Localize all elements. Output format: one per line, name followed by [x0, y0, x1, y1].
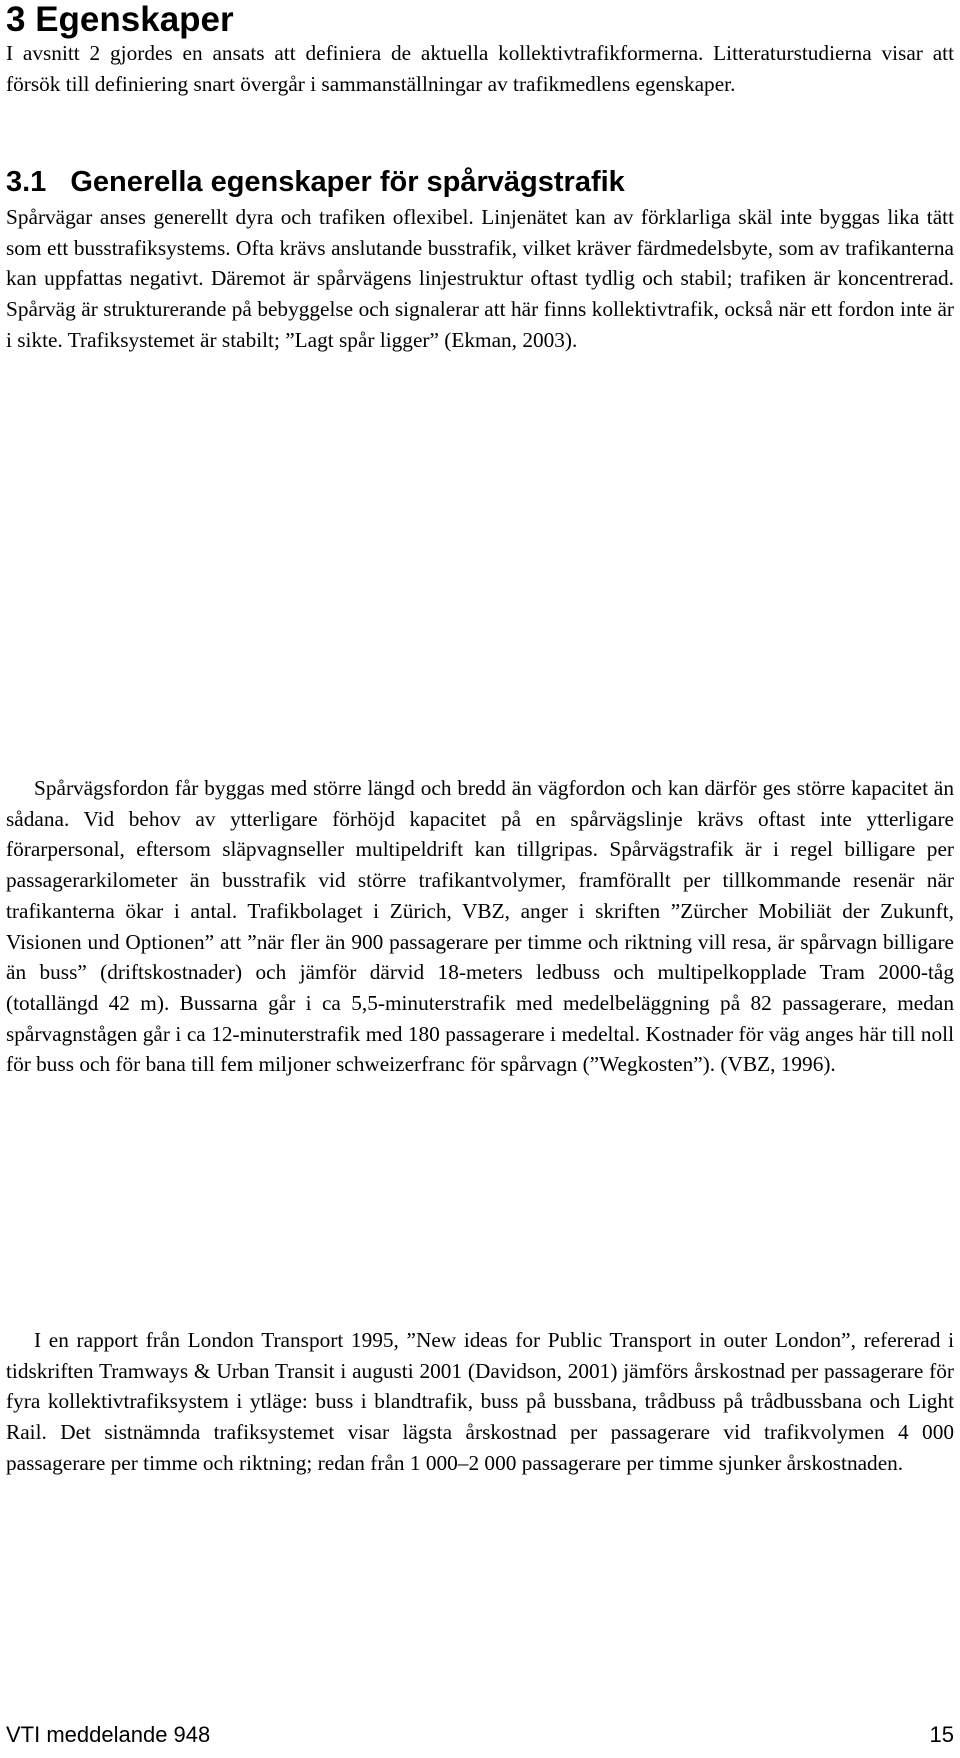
footer-publication: VTI meddelande 948: [6, 1722, 211, 1747]
body-paragraph-1: Spårvägar anses generellt dyra och trafiken oflexibel. Linjenätet kan av förklarliga skäl inte byggas lika tätt som ett busstrafiksystems. Ofta krävs anslutande busstrafik, vilket kräver färdmedelsbyte, som av trafikanterna kan uppfattas negativt. Däremot är spårvägens linjestruktur oftast tydlig och stabil; trafiken är koncentrerad. Spårväg är strukturerande på bebyggelse och signalerar att här finns kollektivtrafik, också när ett fordon inte är i sikte. Trafiksystemet är stabilt; ”Lagt spår ligger” (Ekman, 2003).: [6, 205, 954, 352]
section-title: Egenskaper: [35, 0, 234, 39]
body-paragraph-2: Spårvägsfordon får byggas med större längd och bredd än vägfordon och kan därför ges större kapacitet än sådana. Vid behov av ytterligare förhöjd kapacitet på en spårvägslinje krävs oftast inte ytterligare förarpersonal, eftersom släpvagnseller multipeldrift kan tillgripas. Spårvägstrafik är i regel billigare per passagerarkilometer än busstrafik vid större trafikantvolymer, framförallt per tillkommande resenär när trafikanterna ökar i antal. Trafikbolaget i Zürich, VBZ, anger i skriften ”Zürcher Mobiliät der Zukunft, Visionen und Optionen” att ”när fler än 900 passagerare per timme och riktning vill resa, är spårvagn billigare än buss” (driftskostnader) och jämför därvid 18-meters ledbuss och multipelkopplade Tram 2000-tåg (totallängd 42 m). Bussarna går i ca 5,5-minuterstrafik med medelbeläggning på 82 passagerare, medan spårvagnstågen går i ca 12-minuterstrafik med 180 passagerare i medeltal. Kostnader för väg anges här till noll för buss och för bana till fem miljoner schweizerfranc för spårvagn (”Wegkosten”). (VBZ, 1996).: [6, 776, 954, 1077]
subsection-title: Generella egenskaper för spårvägstrafik: [70, 166, 625, 198]
subsection-heading: [6, 164, 625, 200]
section-number: 3: [6, 0, 26, 39]
section-intro-paragraph: I avsnitt 2 gjordes en ansats att definiera de aktuella kollektivtrafikformerna. Litteraturstudierna visar att försök till definiering snart övergår i sammanställningar av trafikmedlens egenskaper.: [6, 41, 954, 96]
subsection-number: 3.1: [6, 166, 47, 198]
page-footer: [6, 1721, 954, 1749]
section-heading: [6, 0, 234, 40]
body-paragraph-3: I en rapport från London Transport 1995, ”New ideas for Public Transport in outer London”, refererad i tidskriften Tramways & Urban Transit i augusti 2001 (Davidson, 2001) jämförs årskostnad per passagerare för fyra kollektivtrafiksystem i ytläge: buss i blandtrafik, buss på bussbana, trådbuss på trådbussbana och Light Rail. Det sistnämnda trafiksystemet visar lägsta årskostnad per passagerare vid trafikvolymen 4 000 passagerare per timme och riktning; redan från 1 000–2 000 passagerare per timme sjunker årskostnaden.: [6, 1328, 954, 1475]
footer-page-number: 15: [929, 1722, 954, 1747]
